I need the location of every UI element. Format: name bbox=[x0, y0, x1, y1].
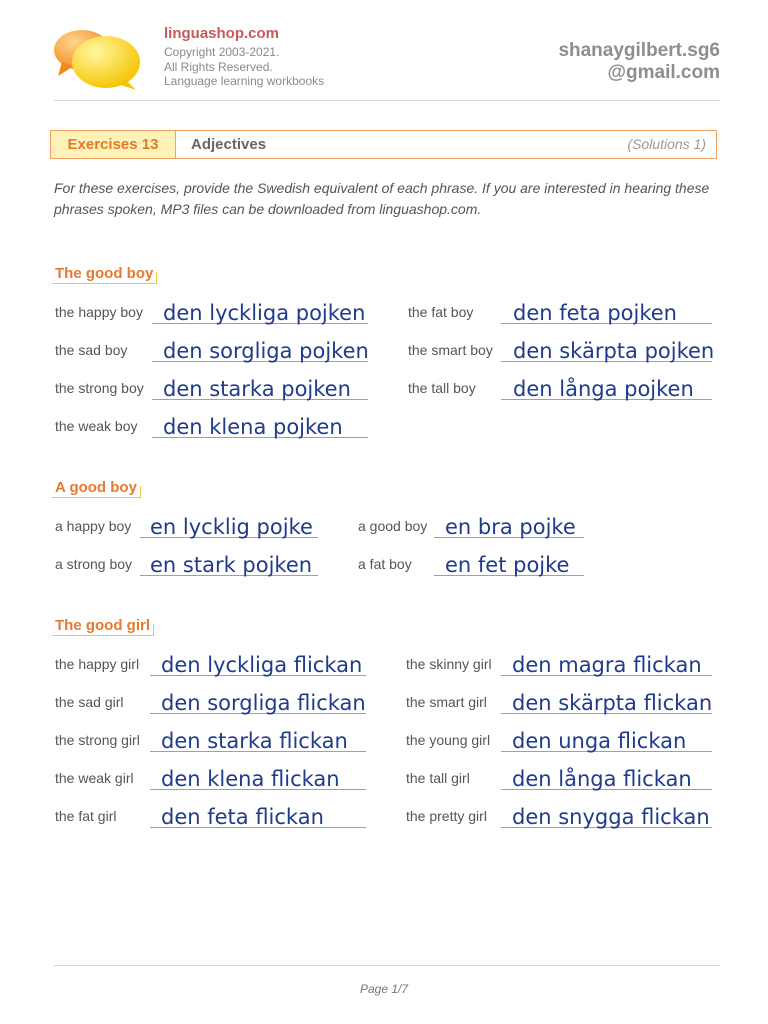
item-prompt: the young girl bbox=[406, 732, 491, 748]
exercise-item bbox=[406, 650, 714, 680]
exercise-item bbox=[55, 550, 320, 580]
exercise-item bbox=[55, 726, 370, 756]
section-title: A good boy bbox=[52, 478, 140, 498]
item-prompt: the pretty girl bbox=[406, 808, 487, 824]
item-prompt: the weak girl bbox=[55, 770, 134, 786]
exercise-item bbox=[55, 374, 370, 404]
speech-bubbles-logo-icon bbox=[52, 26, 144, 92]
item-answer: den feta pojken bbox=[513, 301, 677, 325]
header-divider bbox=[54, 100, 720, 101]
exercise-item bbox=[55, 802, 370, 832]
exercise-item bbox=[408, 298, 714, 328]
page-number: Page 1/7 bbox=[359, 982, 409, 996]
exercise-item bbox=[55, 298, 370, 328]
exercise-item bbox=[55, 688, 370, 718]
item-answer: den skärpta flickan bbox=[512, 691, 713, 715]
item-prompt: the strong boy bbox=[55, 380, 144, 396]
exercise-item bbox=[406, 688, 714, 718]
item-answer: den lyckliga flickan bbox=[161, 653, 363, 677]
item-answer: den skärpta pojken bbox=[513, 339, 715, 363]
item-prompt: the tall boy bbox=[408, 380, 476, 396]
item-prompt: a strong boy bbox=[55, 556, 133, 572]
item-answer: den sorgliga flickan bbox=[161, 691, 366, 715]
exercise-item bbox=[408, 374, 714, 404]
item-answer: den magra flickan bbox=[512, 653, 702, 677]
item-answer: den sorgliga pojken bbox=[163, 339, 369, 363]
instructions-text: For these exercises, provide the Swedish equivalent of each phrase. If you are interested in hearing these phrases spoken, MP3 files can be downloaded from linguashop.com. bbox=[54, 180, 710, 217]
exercise-number: Exercises 13 bbox=[51, 131, 176, 158]
item-prompt: a fat boy bbox=[358, 556, 412, 572]
item-prompt: a good boy bbox=[358, 518, 428, 534]
item-answer: den långa flickan bbox=[512, 767, 692, 791]
item-prompt: the smart girl bbox=[406, 694, 487, 710]
item-prompt: the happy boy bbox=[55, 304, 143, 320]
item-prompt: the skinny girl bbox=[406, 656, 492, 672]
item-answer: den klena pojken bbox=[163, 415, 343, 439]
item-answer: den långa pojken bbox=[513, 377, 694, 401]
exercise-item bbox=[55, 764, 370, 794]
exercise-item bbox=[408, 336, 714, 366]
solutions-label: (Solutions 1) bbox=[627, 136, 706, 152]
exercise-item bbox=[55, 650, 370, 680]
item-prompt: the strong girl bbox=[55, 732, 140, 748]
exercise-topic: Adjectives bbox=[191, 136, 267, 153]
section-title: The good girl bbox=[52, 616, 153, 636]
exercise-title-bar bbox=[50, 130, 717, 159]
item-answer: en lycklig pojke bbox=[150, 515, 313, 539]
item-prompt: the weak boy bbox=[55, 418, 138, 434]
copyright-text: Copyright 2003-2021. bbox=[164, 45, 280, 59]
footer-divider bbox=[54, 965, 720, 966]
item-answer: den starka pojken bbox=[163, 377, 351, 401]
item-answer: en fet pojke bbox=[445, 553, 570, 577]
item-answer: den starka flickan bbox=[161, 729, 348, 753]
item-answer: den feta flickan bbox=[161, 805, 324, 829]
item-prompt: the sad girl bbox=[55, 694, 124, 710]
exercise-item bbox=[406, 764, 714, 794]
exercise-item bbox=[406, 726, 714, 756]
item-answer: en bra pojke bbox=[445, 515, 576, 539]
email-line-1: shanaygilbert.sg6 bbox=[558, 40, 720, 61]
item-prompt: the smart boy bbox=[408, 342, 493, 358]
item-answer: den lyckliga pojken bbox=[163, 301, 366, 325]
section-title: The good boy bbox=[52, 264, 156, 284]
exercise-item bbox=[358, 512, 588, 542]
item-prompt: the fat boy bbox=[408, 304, 474, 320]
exercise-item bbox=[55, 512, 320, 542]
item-answer: en stark pojken bbox=[150, 553, 313, 577]
user-email bbox=[558, 40, 720, 84]
exercise-item bbox=[55, 412, 370, 442]
rights-text: All Rights Reserved. bbox=[164, 59, 273, 74]
email-line-2: @gmail.com bbox=[607, 62, 720, 83]
tagline-text: Language learning workbooks bbox=[164, 74, 325, 88]
copyright-block bbox=[164, 45, 324, 89]
item-prompt: the tall girl bbox=[406, 770, 470, 786]
item-prompt: the happy girl bbox=[55, 656, 140, 672]
item-answer: den klena flickan bbox=[161, 767, 340, 791]
item-answer: den snygga flickan bbox=[512, 805, 710, 829]
brand-name[interactable]: linguashop.com bbox=[164, 25, 280, 42]
item-answer: den unga flickan bbox=[512, 729, 687, 753]
item-prompt: a happy boy bbox=[55, 518, 132, 534]
item-prompt: the sad boy bbox=[55, 342, 128, 358]
exercise-item bbox=[358, 550, 588, 580]
item-prompt: the fat girl bbox=[55, 808, 117, 824]
exercise-item bbox=[55, 336, 370, 366]
exercise-item bbox=[406, 802, 714, 832]
